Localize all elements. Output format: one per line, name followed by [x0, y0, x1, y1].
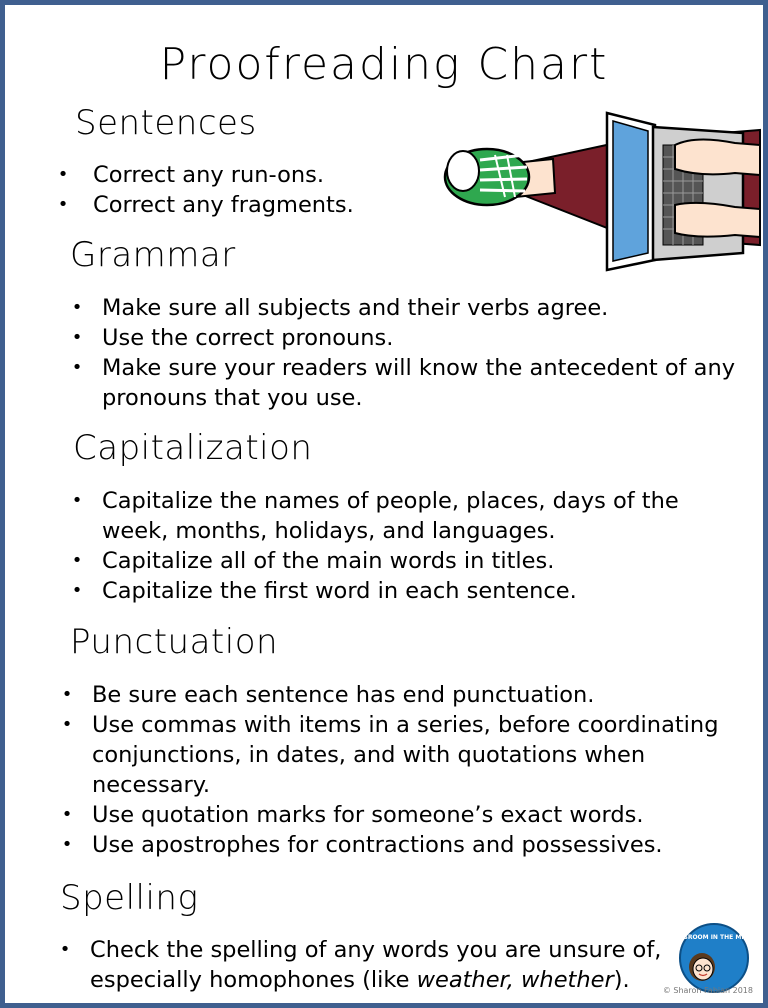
list-item: [53, 190, 413, 220]
list-item-text: Use apostrophes for contractions and possessives.: [92, 832, 663, 858]
list-spelling: [55, 935, 670, 995]
heading-sentences: Sentences: [75, 103, 257, 143]
page-title: Proofreading Chart: [159, 39, 609, 90]
list-item: [53, 160, 413, 190]
list-punctuation: [57, 680, 737, 860]
bullet-icon: •: [71, 357, 83, 378]
bullet-icon: •: [71, 297, 83, 318]
bullet-icon: •: [61, 684, 73, 705]
list-item-text: Be sure each sentence has end punctuation.: [92, 682, 595, 708]
list-item: [57, 830, 737, 860]
heading-grammar: Grammar: [70, 235, 236, 275]
sneaker-illustration: [445, 149, 529, 205]
copyright-text: © Sharon Fabian 2018: [662, 986, 753, 995]
list-item-text: Correct any fragments.: [93, 192, 354, 218]
list-item-text: Use the correct pronouns.: [102, 325, 394, 351]
list-item: [67, 353, 747, 413]
list-item-text: Use commas with items in a series, before coordinating conjunctions, in dates, and with quotations when necessary.: [92, 712, 719, 798]
list-item-text: Make sure your readers will know the antecedent of any pronouns that you use.: [102, 355, 736, 411]
list-item: [57, 800, 737, 830]
bullet-icon: •: [57, 164, 69, 185]
list-item-text: Capitalize the names of people, places, days of the week, months, holidays, and languages.: [102, 488, 679, 544]
bullet-icon: •: [71, 490, 83, 511]
heading-punctuation: Punctuation: [70, 622, 279, 662]
list-item-text: Capitalize the first word in each sentence.: [102, 578, 577, 604]
bullet-icon: •: [61, 714, 73, 735]
logo-text: CLASSROOM IN THE MIDDLE: [666, 934, 762, 941]
list-item: [57, 680, 737, 710]
bullet-icon: •: [71, 580, 83, 601]
list-item-text: [90, 937, 661, 993]
bullet-icon: •: [61, 834, 73, 855]
list-item-text: Capitalize all of the main words in titles.: [102, 548, 555, 574]
list-sentences: [53, 160, 413, 220]
list-item: [67, 323, 747, 353]
bullet-icon: •: [59, 939, 71, 960]
list-capitalization: [67, 486, 707, 606]
list-item-text: Use quotation marks for someone’s exact words.: [92, 802, 644, 828]
list-item: [57, 710, 737, 800]
bullet-icon: •: [57, 194, 69, 215]
laptop-illustration: [435, 105, 760, 275]
heading-capitalization: Capitalization: [73, 428, 313, 468]
spelling-text-prefix: Check the spelling of any words you are unsure of, especially homophones (like: [90, 937, 662, 993]
bullet-icon: •: [61, 804, 73, 825]
list-item: [67, 546, 707, 576]
list-item-text: Correct any run-ons.: [93, 162, 324, 188]
bullet-icon: •: [71, 550, 83, 571]
teacher-avatar-icon: [666, 923, 762, 993]
heading-spelling: Spelling: [60, 878, 199, 918]
bullet-icon: •: [71, 327, 83, 348]
list-item: [67, 486, 707, 546]
list-item: [67, 293, 747, 323]
spelling-example: weather, whether: [416, 967, 614, 993]
list-item-text: Make sure all subjects and their verbs agree.: [102, 295, 609, 321]
list-item: [67, 576, 707, 606]
spelling-text-suffix: ).: [613, 967, 630, 993]
list-grammar: [67, 293, 747, 413]
list-item: [55, 935, 670, 995]
